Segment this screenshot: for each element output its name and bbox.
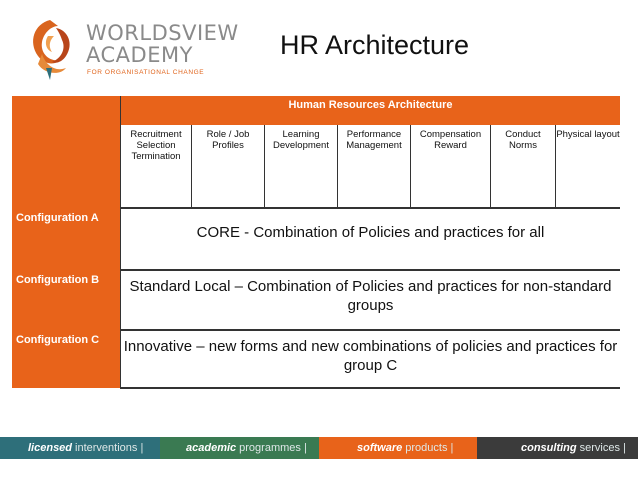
logo-text-line2: ACADEMY [86, 43, 193, 67]
footer-rest-4: services | [579, 442, 626, 454]
config-a-text: CORE - Combination of Policies and practices for all [121, 208, 621, 270]
category-performance: Performance Management [338, 125, 411, 208]
category-role-profiles: Role / Job Profiles [192, 125, 265, 208]
config-c-label: Configuration C [12, 330, 121, 388]
academy-logo [20, 14, 239, 80]
corner-cell-2 [12, 125, 121, 208]
footer-software-products[interactable] [319, 437, 477, 459]
category-recruitment: Recruitment Selection Termination [121, 125, 192, 208]
category-physical-layout: Physical layout [556, 125, 621, 208]
config-b-text: Standard Local – Combination of Policies and practices for non-standard groups [121, 270, 621, 330]
swirl-logo-icon [20, 14, 82, 80]
config-b-label: Configuration B [12, 270, 121, 330]
logo-tagline: FOR ORGANISATIONAL CHANGE [87, 69, 205, 76]
footer-licensed-interventions[interactable] [0, 437, 160, 459]
footer-bold-2: academic [186, 442, 237, 454]
config-c-text: Innovative – new forms and new combinations of policies and practices for group C [121, 330, 621, 388]
footer-rest-2: programmes | [239, 442, 307, 454]
category-learning: Learning Development [265, 125, 338, 208]
footer-bold-1: licensed [28, 442, 73, 454]
config-a-label: Configuration A [12, 208, 121, 270]
footer-rest-1: interventions | [75, 442, 144, 454]
footer-rest-3: products | [405, 442, 454, 454]
footer-consulting-services[interactable] [477, 437, 638, 459]
corner-cell [12, 96, 121, 125]
logo-text-line1: WORLDSVIEW [86, 21, 239, 45]
category-conduct: Conduct Norms [491, 125, 556, 208]
footer-academic-programmes[interactable] [160, 437, 319, 459]
footer-bar [0, 437, 638, 459]
footer-bold-3: software [357, 442, 403, 454]
footer-bold-4: consulting [521, 442, 577, 454]
page-title: HR Architecture [280, 30, 470, 60]
category-compensation: Compensation Reward [411, 125, 491, 208]
hr-architecture-table [12, 96, 620, 389]
table-header: Human Resources Architecture [121, 96, 621, 125]
